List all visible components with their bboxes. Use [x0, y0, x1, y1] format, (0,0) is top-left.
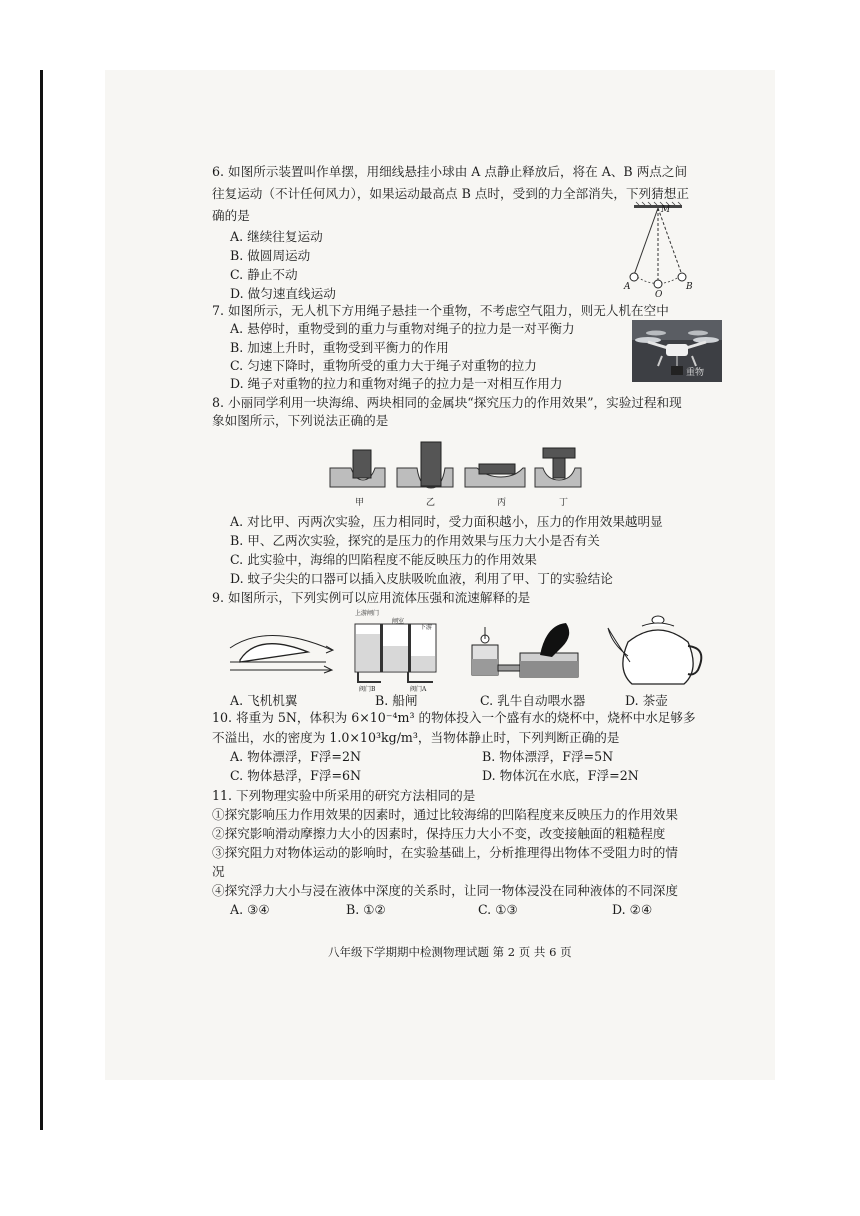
drone-label-weight: 重物 [686, 368, 705, 378]
q9-caption-c: C. 乳牛自动喂水器 [480, 693, 586, 708]
sponge-label-ding: 丁 [559, 498, 569, 508]
q11-item-3: ③探究阻力对物体运动的影响时，在实验基础上，分析推理得出物体不受阻力时的情 [212, 845, 678, 860]
q10-option-a: A. 物体漂浮，F浮=2N [230, 749, 361, 764]
page-footer: 八年级下学期期中检测物理试题 第 2 页 共 6 页 [328, 945, 572, 959]
lock-label-downstream: 下游 [420, 624, 433, 631]
q11-option-d: D. ②④ [612, 902, 653, 917]
q10-option-b: B. 物体漂浮，F浮=5N [482, 749, 614, 764]
q8-line-1: 8. 小丽同学利用一块海绵、两块相同的金属块“探究压力的作用效果”，实验过程和现 [212, 395, 682, 410]
lock-label-valve-b: 阀门B [359, 686, 376, 693]
q6-option-c: C. 静止不动 [230, 267, 298, 282]
airplane-wing-figure [228, 622, 338, 682]
lock-label-chamber: 闸室 [392, 618, 405, 625]
q9-caption-d: D. 茶壶 [625, 693, 668, 708]
q11-option-c: C. ①③ [478, 902, 518, 917]
scan-edge-left [40, 70, 43, 1130]
q7-option-b: B. 加速上升时，重物受到平衡力的作用 [230, 340, 449, 355]
pendulum-label-a: A [624, 282, 631, 292]
q7-option-c: C. 匀速下降时，重物所受的重力大于绳子对重物的拉力 [230, 358, 537, 373]
q8-option-d: D. 蚊子尖尖的口器可以插入皮肤吸吮血液，利用了甲、丁的实验结论 [230, 571, 613, 586]
sponge-label-bing: 丙 [497, 498, 507, 508]
q6-option-d: D. 做匀速直线运动 [230, 286, 336, 301]
q8-line-2: 象如图所示，下列说法正确的是 [212, 413, 389, 428]
q6-line-1: 6. 如图所示装置叫作单摆，用细线悬挂小球由 A 点静止释放后，将在 A、B 两点之间 [212, 164, 688, 179]
q6-option-a: A. 继续往复运动 [230, 229, 323, 244]
q9-caption-b: B. 船闸 [375, 693, 418, 708]
q8-option-b: B. 甲、乙两次实验，探究的是压力的作用效果与压力大小是否有关 [230, 533, 600, 548]
q11-item-4: ④探究浮力大小与浸在液体中深度的关系时，让同一物体浸没在同种液体的不同深度 [212, 883, 678, 898]
pendulum-label-o: O [655, 290, 663, 300]
q11-item-3-cont: 况 [212, 864, 225, 879]
q11-option-b: B. ①② [346, 902, 386, 917]
q10-option-d: D. 物体沉在水底，F浮=2N [482, 768, 639, 783]
q11-item-1: ①探究影响压力作用效果的因素时，通过比较海绵的凹陷程度来反映压力的作用效果 [212, 807, 678, 822]
q10-line-1: 10. 将重为 5N，体积为 6×10⁻⁴m³ 的物体投入一个盛有水的烧杯中，烧杯中水足够多 [212, 710, 696, 725]
q8-option-c: C. 此实验中，海绵的凹陷程度不能反映压力的作用效果 [230, 552, 537, 567]
cow-feeder-figure [470, 615, 580, 690]
sponge-label-yi: 乙 [426, 498, 436, 508]
q7-option-d: D. 绳子对重物的拉力和重物对绳子的拉力是一对相互作用力 [230, 376, 563, 391]
q7-stem: 7. 如图所示，无人机下方用绳子悬挂一个重物，不考虑空气阻力，则无人机在空中 [212, 303, 669, 318]
q9-caption-a: A. 飞机机翼 [230, 693, 298, 708]
q6-line-3: 确的是 [212, 208, 250, 223]
q10-line-2: 不溢出，水的密度为 1.0×10³kg/m³，当物体静止时，下列判断正确的是 [212, 730, 620, 745]
q7-option-a: A. 悬停时，重物受到的重力与重物对绳子的拉力是一对平衡力 [230, 321, 575, 336]
q11-item-2: ②探究影响滑动摩擦力大小的因素时，保持压力大小不变，改变接触面的粗糙程度 [212, 826, 666, 841]
pendulum-label-b: B [686, 282, 693, 292]
lock-label-valve-a: 阀门A [410, 686, 427, 693]
q11-option-a: A. ③④ [230, 902, 270, 917]
q6-option-b: B. 做圆周运动 [230, 248, 311, 263]
drone-photo [632, 320, 722, 382]
teapot-figure [606, 612, 711, 692]
pendulum-label-m: M [661, 205, 671, 215]
q8-option-a: A. 对比甲、丙两次实验，压力相同时，受力面积越小，压力的作用效果越明显 [230, 514, 663, 529]
sponge-label-jia: 甲 [355, 498, 365, 508]
q6-line-2: 往复运动（不计任何风力），如果运动最高点 B 点时，受到的力全部消失，下列猜想正 [212, 186, 689, 201]
q10-option-c: C. 物体悬浮，F浮=6N [230, 768, 362, 783]
q9-stem: 9. 如图所示，下列实例可以应用流体压强和流速解释的是 [212, 590, 531, 605]
sponge-experiment-figure [325, 432, 585, 494]
lock-label-upstream-gate: 上游闸门 [355, 610, 380, 617]
q11-stem: 11. 下列物理实验中所采用的研究方法相同的是 [212, 788, 476, 803]
